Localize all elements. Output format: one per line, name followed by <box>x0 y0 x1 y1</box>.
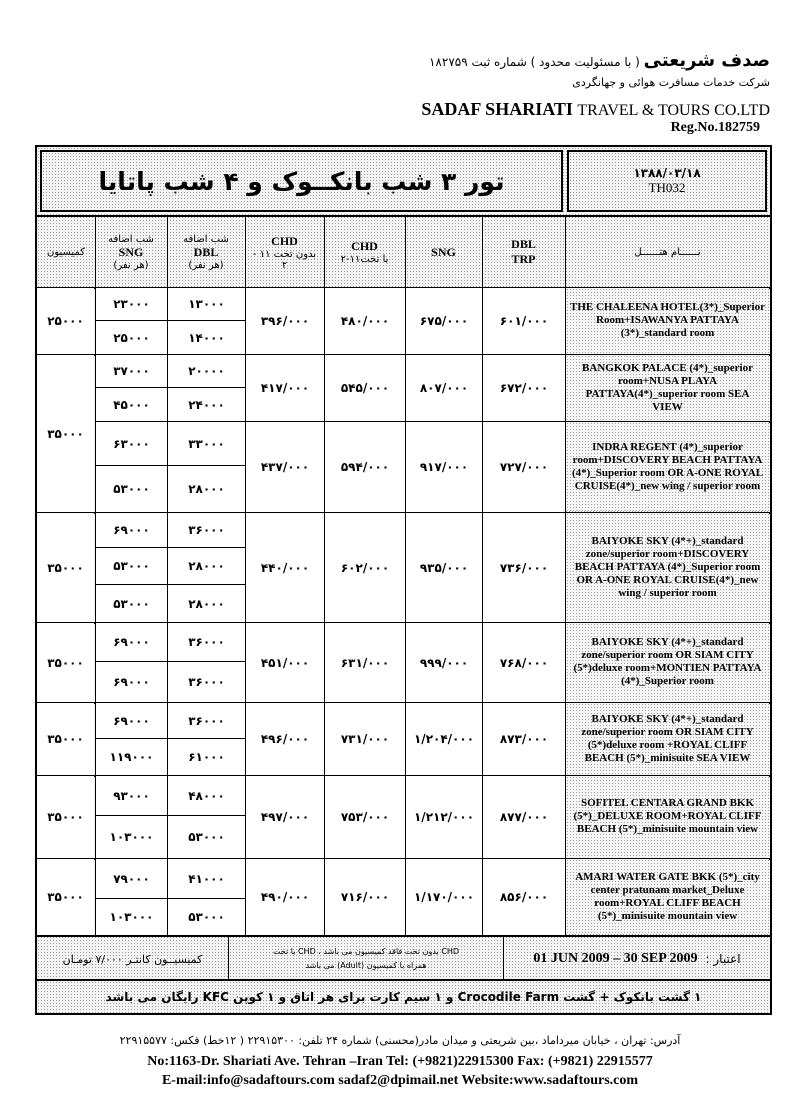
price-chd-nobed: ۴۴۰/۰۰۰ <box>246 513 324 622</box>
header-dbl-trp <box>482 217 565 287</box>
extra-night-dbl: ۳۳۰۰۰ <box>168 422 245 465</box>
company-name-en-rest: TRAVEL & TOURS CO.LTD <box>577 102 770 119</box>
company-name-fa <box>340 50 770 72</box>
commission-divider <box>37 935 95 937</box>
header-extra-sng-fa: شب اضافه <box>108 233 154 245</box>
validity-range: 01 JUN 2009 – 30 SEP 2009 <box>533 951 698 966</box>
price-chd-nobed: ۳۹۶/۰۰۰ <box>246 288 324 354</box>
extra-night-sng: ۵۳۰۰۰ <box>96 548 167 584</box>
extra-divider <box>95 387 245 388</box>
header-chd-bed <box>324 217 405 287</box>
commission-value: ۳۵۰۰۰ <box>37 513 94 622</box>
price-chd-bed: ۶۰۲/۰۰۰ <box>325 513 405 622</box>
extra-night-dbl: ۲۰۰۰۰ <box>168 355 245 387</box>
address-en: No:1163-Dr. Shariati Ave. Tehran –Iran Tel: (+9821)22915300 Fax: (+9821) 22915577 <box>147 1054 653 1069</box>
commission-value: ۳۵۰۰۰ <box>37 776 94 858</box>
price-sng: ۶۷۵/۰۰۰ <box>406 288 482 354</box>
child-note-line-1: CHD بدون تخت فاقد کمیسیون می باشد ، CHD با تخت <box>272 947 460 956</box>
header-extra-sng <box>95 217 167 287</box>
price-dbl-trp: ۸۵۶/۰۰۰ <box>483 859 565 935</box>
price-sng: ۱/۱۷۰/۰۰۰ <box>406 859 482 935</box>
extra-night-dbl: ۳۶۰۰۰ <box>168 703 245 738</box>
extra-night-sng: ۳۷۰۰۰ <box>96 355 167 387</box>
company-registration: ( با مسئولیت محدود ) شماره ثبت ۱۸۲۷۵۹ <box>428 55 640 69</box>
tour-title: تور ۳ شب بانکــوک و ۴ شب پاتایا <box>40 150 563 212</box>
price-chd-nobed: ۴۱۷/۰۰۰ <box>246 355 324 421</box>
extra-night-dbl: ۲۸۰۰۰ <box>168 585 245 622</box>
price-sng: ۹۳۵/۰۰۰ <box>406 513 482 622</box>
company-name-en <box>340 99 770 120</box>
extra-night-sng: ۱۰۳۰۰۰ <box>96 816 167 858</box>
price-dbl-trp: ۶۷۲/۰۰۰ <box>483 355 565 421</box>
price-dbl-trp: ۷۶۸/۰۰۰ <box>483 623 565 702</box>
header-chd-nobed-fa: بدون تخت ۱۱ - <box>252 248 317 260</box>
extra-night-dbl: ۴۱۰۰۰ <box>168 859 245 898</box>
price-sng: ۱/۲۱۲/۰۰۰ <box>406 776 482 858</box>
commission-value: ۳۵۰۰۰ <box>37 703 94 775</box>
validity-label: اعتبار : <box>705 952 741 966</box>
extra-night-sng: ۵۳۰۰۰ <box>96 466 167 512</box>
price-dbl-trp: ۷۳۶/۰۰۰ <box>483 513 565 622</box>
header-hotel-name: نــــــام هتــــــل <box>634 246 701 258</box>
extra-night-dbl: ۲۸۰۰۰ <box>168 548 245 584</box>
header-trp: TRP <box>511 252 536 266</box>
header-extra-sng-per: (هر نفر) <box>113 259 149 271</box>
extra-night-sng: ۹۳۰۰۰ <box>96 776 167 815</box>
header-extra-dbl-fa: شب اضافه <box>183 233 229 245</box>
price-sng: ۸۰۷/۰۰۰ <box>406 355 482 421</box>
header-extra-dbl <box>167 217 245 287</box>
services-note: ۱ گشت بانکوک + گشت Crocodile Farm و ۱ سیم کارت برای هر اتاق و ۱ کوپن KFC رایگان می باشد <box>37 979 770 1013</box>
extra-divider <box>95 320 245 321</box>
header-chd-nobed <box>245 217 324 287</box>
commission-value: ۳۵۰۰۰ <box>37 355 94 512</box>
extra-night-dbl: ۵۳۰۰۰ <box>168 816 245 858</box>
extra-night-sng: ۵۳۰۰۰ <box>96 585 167 622</box>
tour-date: ۱۳۸۸/۰۳/۱۸ <box>633 166 701 180</box>
extra-night-sng: ۶۹۰۰۰ <box>96 662 167 702</box>
price-chd-bed: ۴۸۰/۰۰۰ <box>325 288 405 354</box>
price-sng: ۱/۲۰۴/۰۰۰ <box>406 703 482 775</box>
price-chd-bed: ۵۴۵/۰۰۰ <box>325 355 405 421</box>
header-chd-nobed-fa2: ۲ <box>281 259 288 271</box>
extra-night-dbl: ۲۸۰۰۰ <box>168 466 245 512</box>
commission-value: ۳۵۰۰۰ <box>37 859 94 935</box>
validity <box>504 937 770 981</box>
header-sng-label: SNG <box>431 244 456 259</box>
hotel-name: BAIYOKE SKY (4*+)_standard zone/superior room+DISCOVERY BEACH PATTAYA (4*)_Superior room OR A-ONE ROYAL CRUISE(4*)_new wing / superior room <box>566 513 769 621</box>
hotel-name: AMARI WATER GATE BKK (5*)_city center pratunam market_Deluxe room+ROYAL CLIFF BEACH (5*)_minisuite mountain view <box>566 859 769 934</box>
price-chd-nobed: ۴۹۷/۰۰۰ <box>246 776 324 858</box>
header-chd-bed-en: CHD <box>351 239 378 253</box>
company-name-bold: صدف شریعتی <box>643 50 770 71</box>
header-chd-bed-fa: با تخت۱۱-۲ <box>340 254 389 265</box>
price-chd-bed: ۵۹۴/۰۰۰ <box>325 422 405 512</box>
extra-night-sng: ۶۳۰۰۰ <box>96 422 167 465</box>
extra-night-sng: ۴۵۰۰۰ <box>96 388 167 421</box>
header-extra-dbl-per: (هر نفر) <box>188 259 224 271</box>
extra-divider <box>95 465 245 466</box>
commission-value: ۳۵۰۰۰ <box>37 623 94 702</box>
title-row <box>37 147 770 217</box>
commission-value: ۲۵۰۰۰ <box>37 288 94 354</box>
price-chd-bed: ۷۳۱/۰۰۰ <box>325 703 405 775</box>
price-dbl-trp: ۷۲۷/۰۰۰ <box>483 422 565 512</box>
company-subtitle: شرکت خدمات مسافرت هوائی و جهانگردی <box>572 76 770 89</box>
header-chd-nobed-en: CHD <box>271 233 298 248</box>
price-dbl-trp: ۸۷۷/۰۰۰ <box>483 776 565 858</box>
price-chd-bed: ۶۳۱/۰۰۰ <box>325 623 405 702</box>
hotel-name: BAIYOKE SKY (4*+)_standard zone/superior room OR SIAM CITY (5*)deluxe room+MONTIEN PATTAYA (4*)_Superior room <box>566 623 769 701</box>
extra-night-sng: ۷۹۰۰۰ <box>96 859 167 898</box>
row-divider <box>95 935 770 937</box>
extra-divider <box>95 661 245 662</box>
extra-night-sng: ۶۹۰۰۰ <box>96 703 167 738</box>
price-dbl-trp: ۸۷۳/۰۰۰ <box>483 703 565 775</box>
extra-night-dbl: ۵۳۰۰۰ <box>168 899 245 935</box>
hotel-name: THE CHALEENA HOTEL(3*)_Superior Room+ISAWANYA PATTAYA (3*)_standard room <box>566 288 769 353</box>
price-chd-nobed: ۴۵۱/۰۰۰ <box>246 623 324 702</box>
price-sng: ۹۹۹/۰۰۰ <box>406 623 482 702</box>
extra-night-sng: ۶۹۰۰۰ <box>96 513 167 547</box>
extra-night-dbl: ۱۳۰۰۰ <box>168 288 245 320</box>
extra-night-dbl: ۳۶۰۰۰ <box>168 513 245 547</box>
header-commission-label: کمیسیون <box>46 246 85 258</box>
header-dbl: DBL <box>511 237 536 251</box>
price-chd-bed: ۷۵۳/۰۰۰ <box>325 776 405 858</box>
header-sng <box>405 217 482 287</box>
child-note <box>229 937 504 981</box>
price-chd-bed: ۷۱۶/۰۰۰ <box>325 859 405 935</box>
hotel-name: BAIYOKE SKY (4*+)_standard zone/superior room OR SIAM CITY (5*)deluxe room +ROYAL CLIFF BEACH (5*)_minisuite SEA VIEW <box>566 703 769 774</box>
extra-night-sng: ۲۵۰۰۰ <box>96 321 167 354</box>
header-hotel <box>565 217 770 287</box>
price-chd-nobed: ۴۳۷/۰۰۰ <box>246 422 324 512</box>
validity-row <box>37 935 770 979</box>
extra-night-dbl: ۶۱۰۰۰ <box>168 739 245 775</box>
extra-night-sng: ۲۳۰۰۰ <box>96 288 167 320</box>
extra-divider <box>95 815 245 816</box>
extra-night-dbl: ۳۶۰۰۰ <box>168 623 245 661</box>
price-sng: ۹۱۷/۰۰۰ <box>406 422 482 512</box>
price-dbl-trp: ۶۰۱/۰۰۰ <box>483 288 565 354</box>
tour-date-box <box>567 150 767 212</box>
counter-commission: کمیسیــون کانتـر ۷/۰۰۰ تومـان <box>37 937 229 981</box>
header-extra-sng-en: SNG <box>118 244 144 259</box>
extra-divider <box>95 584 245 585</box>
header-commission <box>37 217 95 287</box>
extra-night-sng: ۱۰۳۰۰۰ <box>96 899 167 935</box>
extra-night-dbl: ۱۴۰۰۰ <box>168 321 245 354</box>
child-note-line-2: همراه با کمیسیون (Adult) می باشد <box>305 961 427 970</box>
tour-table <box>35 145 772 1015</box>
contact-web: E-mail:info@sadaftours.com sadaf2@dpimail.net Website:www.sadaftours.com <box>161 1073 639 1088</box>
extra-night-dbl: ۴۸۰۰۰ <box>168 776 245 815</box>
extra-night-sng: ۱۱۹۰۰۰ <box>96 739 167 775</box>
price-chd-nobed: ۴۹۶/۰۰۰ <box>246 703 324 775</box>
extra-night-dbl: ۳۶۰۰۰ <box>168 662 245 702</box>
extra-divider <box>95 738 245 739</box>
hotel-name: BANGKOK PALACE (4*)_superior room+NUSA PLAYA PATTAYA(4*)_superior room SEA VIEW <box>566 355 769 420</box>
registration-number: Reg.No.182759 <box>670 120 760 135</box>
hotel-name: SOFITEL CENTARA GRAND BKK (5*)_DELUXE ROOM+ROYAL CLIFF BEACH (5*)_minisuite mountain view <box>566 776 769 857</box>
extra-divider <box>95 547 245 548</box>
header-extra-dbl-en: DBL <box>193 244 219 259</box>
hotel-name: INDRA REGENT (4*)_superior room+DISCOVERY BEACH PATTAYA (4*)_Superior room OR A-ONE ROYAL CRUISE(4*)_new wing / superior room <box>566 422 769 511</box>
company-name-en-main: SADAF SHARIATI <box>421 99 573 119</box>
address-fa: آدرس: تهران ، خیابان میرداماد ،بین شریعتی و میدان مادر(محسنی) شماره ۲۴ تلفن: ۲۲۹۱۵۳۰۰ ( ۱۲خط) فکس: ۲۲۹۱۵۵۷۷ <box>119 1034 681 1047</box>
price-chd-nobed: ۴۹۰/۰۰۰ <box>246 859 324 935</box>
tour-code: TH032 <box>648 180 686 195</box>
extra-night-dbl: ۲۴۰۰۰ <box>168 388 245 421</box>
extra-divider <box>95 898 245 899</box>
extra-night-sng: ۶۹۰۰۰ <box>96 623 167 661</box>
